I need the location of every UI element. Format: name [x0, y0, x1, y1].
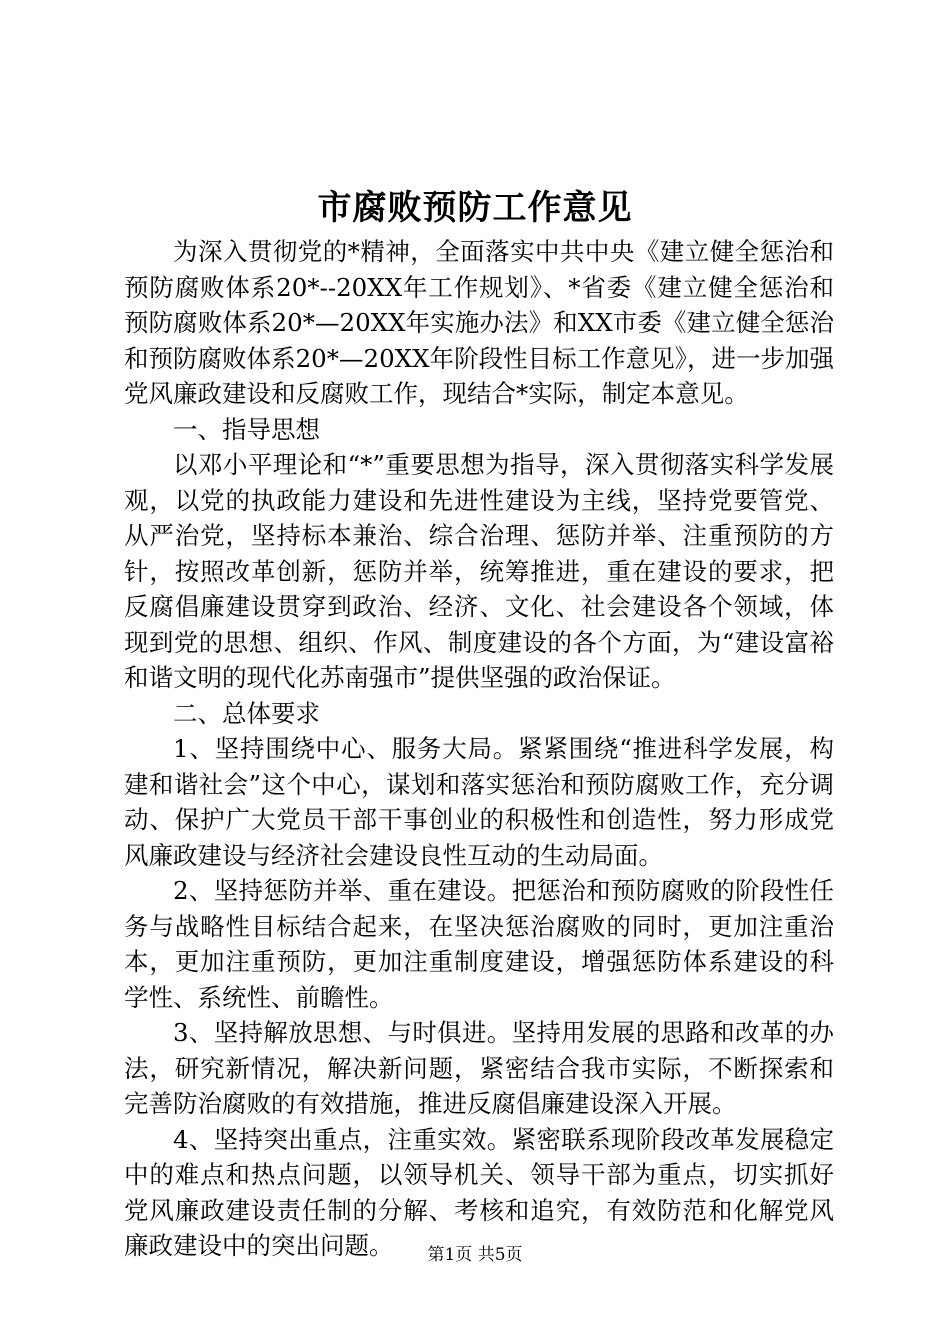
document-body — [124, 234, 834, 1264]
requirement-paragraph-4: 4、坚持突出重点，注重实效。紧密联系现阶段改革发展稳定中的难点和热点问题，以领导机关、领导干部为重点，切实抓好党风廉政建设责任制的分解、考核和追究，有效防范和化解党风廉政建设中的突出问题。 — [124, 1124, 834, 1260]
requirement-paragraph-1: 1、坚持围绕中心、服务大局。紧紧围绕“推进科学发展，构建和谐社会”这个中心，谋划和落实惩治和预防腐败工作，充分调动、保护广大党员干部干事创业的积极性和创造性，努力形成党风廉政建设与经济社会建设良性互动的生动局面。 — [124, 734, 834, 870]
page-footer: 第1页 共5页 — [427, 1245, 523, 1265]
section-heading-general-requirements: 二、总体要求 — [173, 698, 320, 728]
document-title: 市腐败预防工作意见 — [317, 188, 633, 228]
section-heading-guiding-ideology: 一、指导思想 — [173, 414, 320, 444]
requirement-paragraph-2: 2、坚持惩防并举、重在建设。把惩治和预防腐败的阶段性任务与战略性目标结合起来，在坚决惩治腐败的同时，更加注重治本，更加注重预防，更加注重制度建设，增强惩防体系建设的科学性、系统性、前瞻性。 — [124, 876, 834, 1012]
intro-paragraph: 为深入贯彻党的*精神，全面落实中共中央《建立健全惩治和预防腐败体系20*--20XX年工作规划》、*省委《建立健全惩治和预防腐败体系20*—20XX年实施办法》和XX市委《建立健全惩治和预防腐败体系20*—20XX年阶段性目标工作意见》，进一步加强党风廉政建设和反腐败工作，现结合*实际，制定本意见。 — [124, 237, 834, 408]
requirement-paragraph-3: 3、坚持解放思想、与时俱进。坚持用发展的思路和改革的办法，研究新情况，解决新问题，紧密结合我市实际，不断探索和完善防治腐败的有效措施，推进反腐倡廉建设深入开展。 — [124, 1018, 834, 1118]
guiding-ideology-paragraph: 以邓小平理论和“*”重要思想为指导，深入贯彻落实科学发展观，以党的执政能力建设和先进性建设为主线，坚持党要管党、从严治党，坚持标本兼治、综合治理、惩防并举、注重预防的方针，按照改革创新，惩防并举，统筹推进，重在建设的要求，把反腐倡廉建设贯穿到政治、经济、文化、社会建设各个领域，体现到党的思想、组织、作风、制度建设的各个方面，为“建设富裕和谐文明的现代化苏南强市”提供坚强的政治保证。 — [124, 450, 834, 692]
